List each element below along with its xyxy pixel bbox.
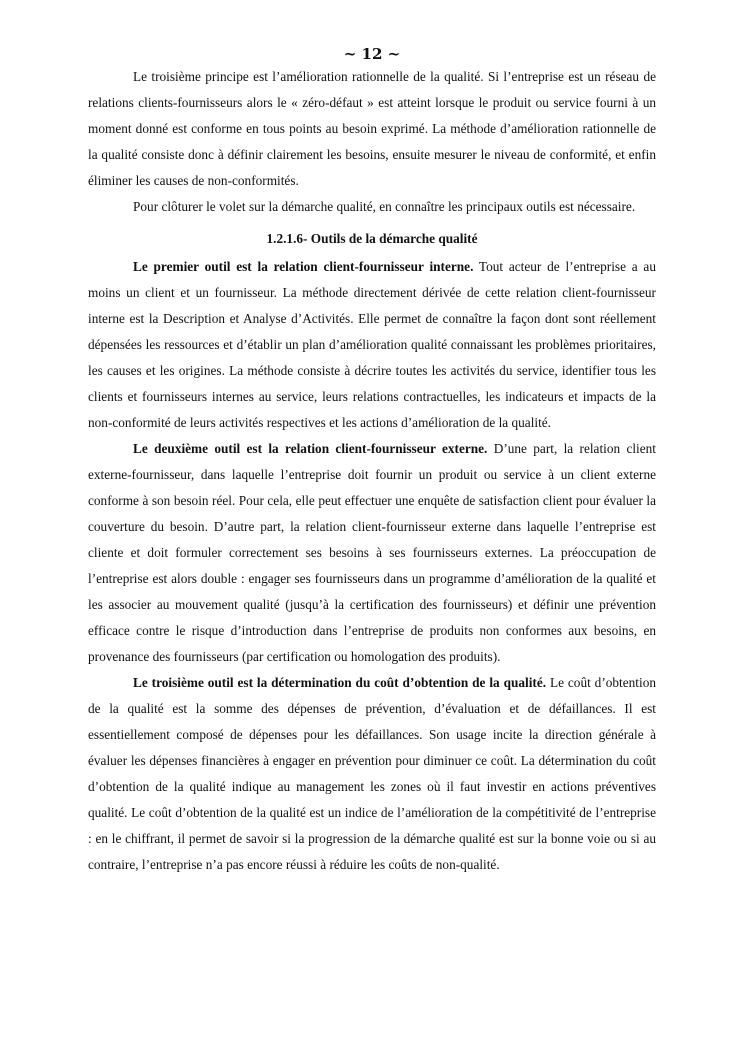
paragraph-principle: Le troisième principe est l’amélioration rationnelle de la qualité. Si l’entreprise est un réseau de relations clients-fournisseurs alors le « zéro-défaut » est atteint lorsque le produit ou service fourni à un moment donné est conforme en tous points au besoin exprimé. La méthode d’amélioration rationnelle de la qualité consiste donc à définir clairement les besoins, ensuite mesurer le niveau de conformité, et enfin éliminer les causes de non-conformités. — [88, 69, 656, 188]
paragraph-tool-3 — [88, 670, 656, 878]
section-heading: 1.2.1.6- Outils de la démarche qualité — [266, 231, 478, 246]
paragraph-tool-1 — [88, 254, 656, 436]
paragraph-tool-2 — [88, 436, 656, 670]
paragraph-transition: Pour clôturer le volet sur la démarche qualité, en connaître les principaux outils est nécessaire. — [133, 199, 636, 214]
document-body — [88, 64, 656, 878]
tool-2-lead: Le deuxième outil est la relation client-fournisseur externe. — [133, 441, 488, 456]
tool-3-text: Le coût d’obtention de la qualité est la somme des dépenses de prévention, d’évaluation et de défaillances. Il est essentiellement composé de dépenses pour les défaillances. Son usage incite la direction générale à évaluer les dépenses financières à engager en prévention pour diminuer ce coût. La détermination du coût d’obtention de la qualité indique au management les zones où il faut investir en actions préventives qualité. Le coût d’obtention de la qualité est un indice de l’amélioration de la compétitivité de l’entreprise : en le chiffrant, il permet de savoir si la progression de la démarche qualité est sur la bonne voie ou si au contraire, l’entreprise n’a pas encore réussi à réduire les coûts de non-qualité. — [88, 675, 656, 872]
tool-1-lead: Le premier outil est la relation client-fournisseur interne. — [133, 259, 474, 274]
page-number: ~ 12 ~ — [343, 45, 401, 63]
tool-3-lead: Le troisième outil est la détermination du coût d’obtention de la qualité. — [133, 675, 547, 690]
tool-2-text: D’une part, la relation client externe-fournisseur, dans laquelle l’entreprise doit fournir un produit ou service à un client externe conforme à son besoin réel. Pour cela, elle peut effectuer une enquête de satisfaction client pour évaluer la couverture du besoin. D’autre part, la relation client-fournisseur externe dans laquelle l’entreprise est cliente et doit formuler correctement ses besoins à ses fournisseurs externes. La préoccupation de l’entreprise est alors double : engager ses fournisseurs dans un programme d’amélioration de la qualité et les associer au mouvement qualité (jusqu’à la certification des fournisseurs) et définir une prévention efficace contre le risque d’introduction dans l’entreprise de produits non conformes aux besoins, en provenance des fournisseurs (par certification ou homologation des produits). — [88, 441, 656, 664]
tool-1-text: Tout acteur de l’entreprise a au moins un client et un fournisseur. La méthode directement dérivée de cette relation client-fournisseur interne est la Description et Analyse d’Activités. Elle permet de connaître la façon dont sont réellement dépensées les ressources et d’établir un plan d’amélioration qualité connaissant les problèmes prioritaires, les causes et les origines. La méthode consiste à décrire toutes les activités du service, identifier tous les clients et fournisseurs internes au service, leurs relations contractuelles, les indicateurs et impacts de la non-conformité de leurs activités respectives et les actions d’amélioration de la qualité. — [88, 259, 656, 430]
